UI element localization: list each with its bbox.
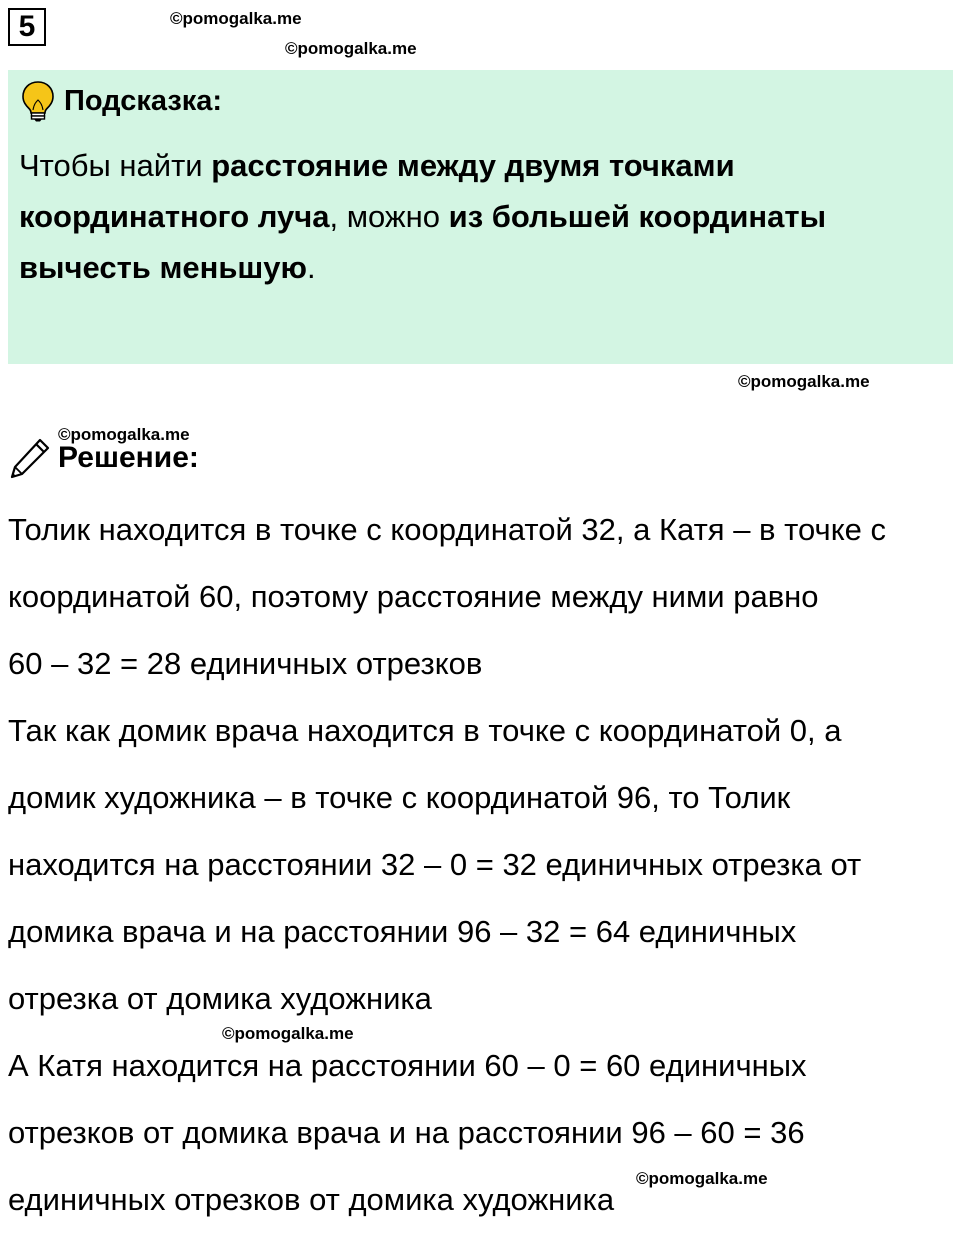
hint-title: Подсказка: — [64, 84, 223, 117]
hint-segment: . — [306, 250, 316, 285]
watermark: ©pomogalka.me — [738, 372, 870, 391]
hint-segment: Чтобы найти — [19, 148, 212, 183]
solution-line: находится на расстоянии 32 – 0 = 32 единичных отрезка от — [8, 847, 862, 882]
hint-text — [19, 140, 929, 293]
solution-line: А Катя находится на расстоянии 60 – 0 = 60 единичных — [8, 1048, 807, 1083]
hint-segment: расстояние между двумя точками — [211, 148, 735, 183]
solution-line: отрезка от домика художника — [8, 981, 432, 1016]
solution-line: Толик находится в точке с координатой 32, а Катя – в точке с — [8, 512, 886, 547]
solution-line: отрезков от домика врача и на расстоянии 96 – 60 = 36 — [8, 1115, 805, 1150]
watermark: ©pomogalka.me — [285, 39, 417, 58]
watermark: ©pomogalka.me — [222, 1024, 354, 1043]
watermark: ©pomogalka.me — [170, 9, 302, 28]
hint-line — [19, 191, 929, 242]
task-number: 5 — [8, 8, 46, 46]
solution-line: координатой 60, поэтому расстояние между ними равно — [8, 579, 819, 614]
solution-line: домик художника – в точке с координатой 96, то Толик — [8, 780, 791, 815]
hint-segment: из большей координаты — [448, 199, 827, 234]
solution-line: Так как домик врача находится в точке с координатой 0, а — [8, 713, 842, 748]
hint-segment: вычесть меньшую — [19, 250, 307, 285]
hint-line — [19, 140, 929, 191]
lightbulb-icon — [20, 80, 56, 122]
watermark: ©pomogalka.me — [636, 1169, 768, 1188]
watermark: ©pomogalka.me — [58, 425, 190, 444]
hint-segment: , можно — [329, 199, 449, 234]
solution-title: Решение: — [58, 441, 199, 474]
hint-line — [19, 242, 929, 293]
solution-text — [8, 496, 956, 1233]
hint-segment: координатного луча — [19, 199, 330, 234]
hint-header — [20, 80, 222, 122]
solution-header — [8, 435, 199, 481]
solution-line: 60 – 32 = 28 единичных отрезков — [8, 646, 483, 681]
solution-line: единичных отрезков от домика художника — [8, 1182, 615, 1217]
solution-line: домика врача и на расстоянии 96 – 32 = 64 единичных — [8, 914, 797, 949]
hint-box — [8, 70, 953, 364]
pencil-icon — [8, 436, 52, 480]
